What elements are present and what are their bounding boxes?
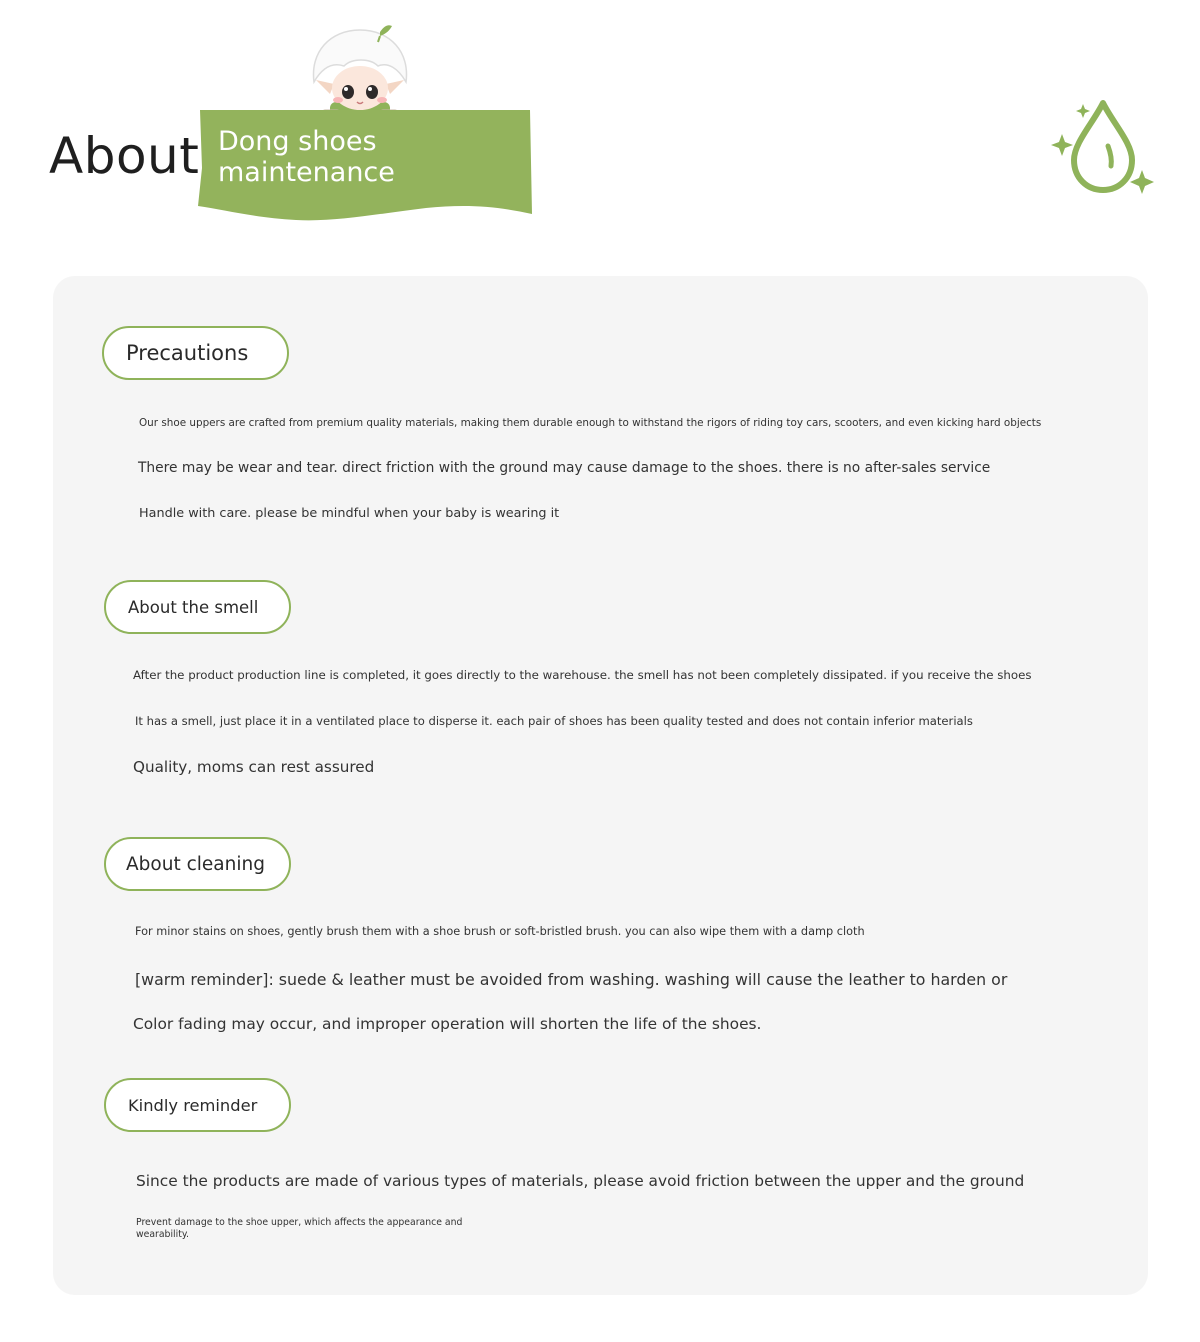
text-line: Since the products are made of various types of materials, please avoid friction between the upper and the ground [136, 1172, 1025, 1190]
section-title: About the smell [128, 597, 259, 617]
mascot-illustration [300, 22, 420, 122]
text-line: Color fading may occur, and improper operation will shorten the life of the shoes. [133, 1015, 762, 1033]
banner-title-line2: maintenance [218, 157, 395, 188]
text-line: [warm reminder]: suede & leather must be avoided from washing. washing will cause the leather to harden or [135, 970, 1008, 989]
text-line: Prevent damage to the shoe upper, which affects the appearance and [136, 1217, 463, 1228]
page-title-about: About [49, 127, 200, 185]
section-title: Kindly reminder [128, 1095, 258, 1115]
title-banner [196, 108, 534, 222]
water-drop-icon [1048, 98, 1158, 200]
section-heading-smell [104, 580, 291, 634]
section-title: About cleaning [126, 853, 265, 875]
text-line: Handle with care. please be mindful when your baby is wearing it [139, 506, 560, 521]
banner-title [218, 126, 518, 188]
text-line: After the product production line is completed, it goes directly to the warehouse. the smell has not been completely dissipated. if you receive the shoes [133, 668, 1032, 682]
text-line: Our shoe uppers are crafted from premium quality materials, making them durable enough to withstand the rigors of riding toy cars, scooters, and even kicking hard objects [139, 417, 1042, 429]
section-heading-reminder [104, 1078, 291, 1132]
text-line: It has a smell, just place it in a ventilated place to disperse it. each pair of shoes has been quality tested and does not contain inferior materials [135, 714, 973, 728]
banner-title-line1: Dong shoes [218, 126, 377, 157]
text-line: Quality, moms can rest assured [133, 758, 375, 776]
section-heading-precautions [102, 326, 289, 380]
text-line: wearability. [136, 1229, 189, 1240]
section-heading-cleaning [104, 837, 291, 891]
text-line: For minor stains on shoes, gently brush them with a shoe brush or soft-bristled brush. you can also wipe them with a damp cloth [135, 925, 865, 938]
section-title: Precautions [126, 341, 249, 365]
text-line: There may be wear and tear. direct friction with the ground may cause damage to the shoes. there is no after-sales service [138, 460, 991, 476]
